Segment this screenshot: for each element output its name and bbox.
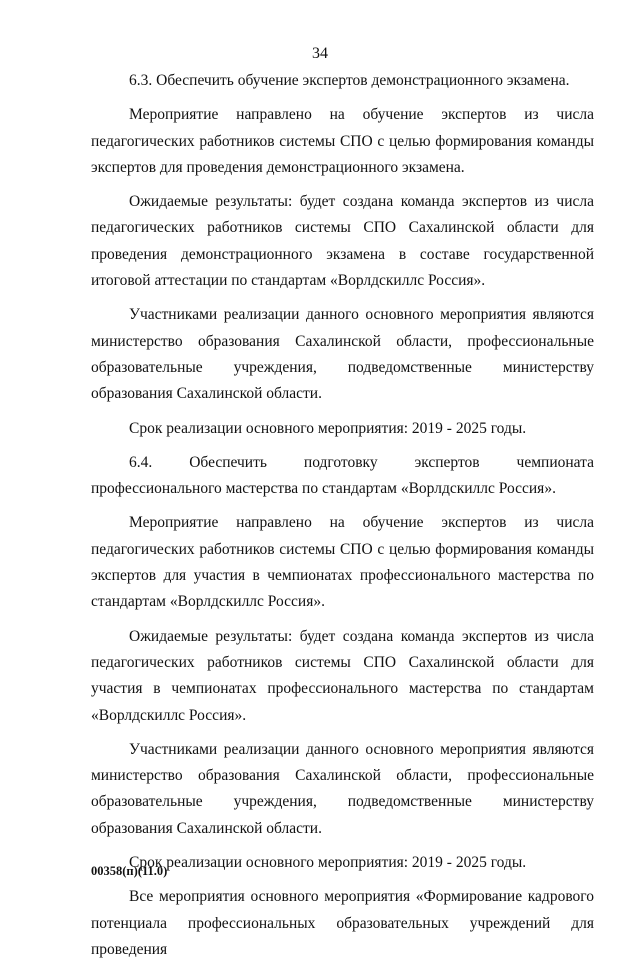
document-code: 00358(п)(11.0) (91, 864, 168, 878)
paragraph-6-3-heading: 6.3. Обеспечить обучение экспертов демонстрационного экзамена. (129, 72, 570, 89)
paragraph-6-3-expected-results: Ожидаемые результаты: будет создана команда экспертов из числа педагогических работников системы СПО Сахалинской области для проведения демонстрационного экзамена в составе государственной итоговой аттестации по стандартам «Ворлдскиллс Россия». (91, 193, 594, 290)
paragraph-6-3-description: Мероприятие направлено на обучение экспертов из числа педагогических работников системы СПО с целью формирования команды экспертов для проведения демонстрационного экзамена. (91, 106, 594, 176)
document-body (91, 68, 594, 971)
paragraph-6-4-expected-results: Ожидаемые результаты: будет создана команда экспертов из числа педагогических работников системы СПО Сахалинской области для участия в чемпионатах профессионального мастерства по стандартам «Ворлдскиллс Россия». (91, 627, 594, 724)
paragraph-all-measures: Все мероприятия основного мероприятия «Формирование кадрового потенциала профессиональных образовательных учреждений для проведения (91, 888, 594, 958)
paragraph-6-4-heading: 6.4. Обеспечить подготовку экспертов чемпионата профессионального мастерства по стандартам «Ворлдскиллс Россия». (91, 453, 594, 498)
paragraph-6-4-participants: Участниками реализации данного основного мероприятия являются министерство образования Сахалинской области, профессиональные образовательные учреждения, подведомственные министерству образования Сахалинской области. (91, 740, 594, 837)
paragraph-6-4-timeframe: Срок реализации основного мероприятия: 2019 - 2025 годы. (129, 854, 527, 872)
paragraph-6-3-timeframe: Срок реализации основного мероприятия: 2019 - 2025 годы. (129, 419, 527, 437)
paragraph-6-3-participants: Участниками реализации данного основного мероприятия являются министерство образования Сахалинской области, профессиональные образовательные учреждения, подведомственные министерству образования Сахалинской области. (91, 306, 594, 403)
paragraph-6-4-description: Мероприятие направлено на обучение экспертов из числа педагогических работников системы СПО с целью формирования команды экспертов для участия в чемпионатах профессионального мастерства по стандартам «Ворлдскиллс Россия». (91, 514, 594, 611)
page-number: 34 (312, 45, 328, 62)
